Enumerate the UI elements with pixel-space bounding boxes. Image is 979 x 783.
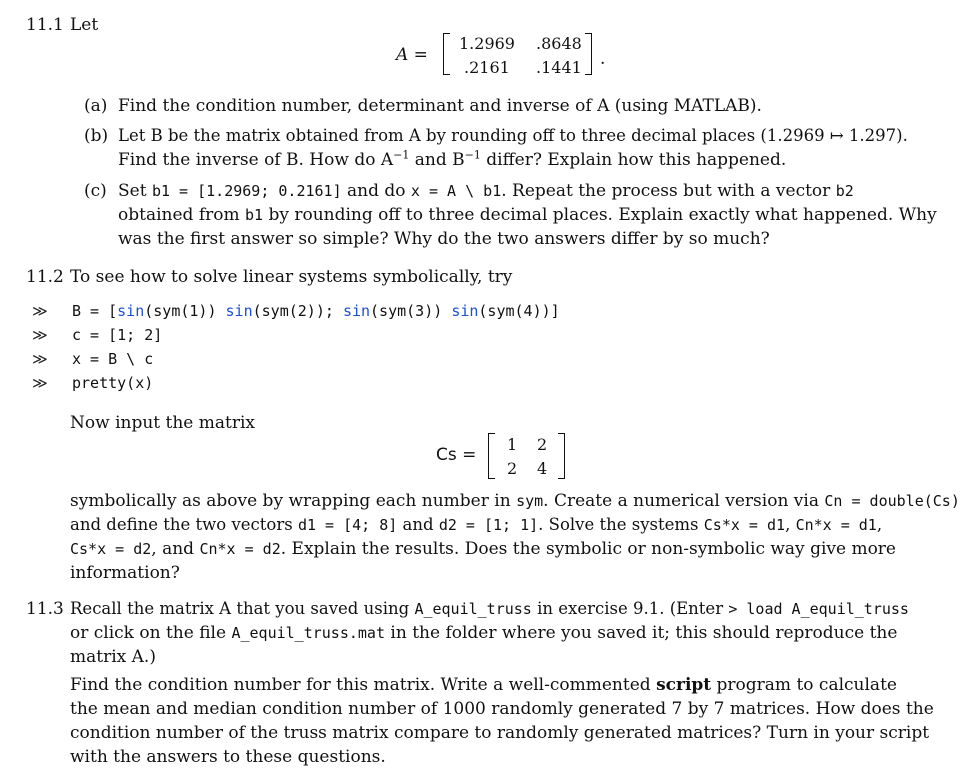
- matrix-a-left-bracket: [443, 33, 450, 75]
- part-c-text: . Repeat the process but with a vector: [501, 181, 831, 201]
- matrix-cs-cell: 2: [537, 435, 548, 454]
- para-text: , and: [151, 539, 195, 559]
- para-text: . Create a numerical version via: [543, 491, 819, 511]
- exercise-11-2-intro: To see how to solve linear systems symbolically, try: [70, 267, 513, 287]
- code-b2: b2: [835, 182, 854, 200]
- ex11-3-para2-line-1: [70, 673, 897, 697]
- para-text: . Explain the results. Does the symbolic or non-symbolic way give more: [280, 539, 896, 559]
- prompt-symbol: ≫: [32, 350, 48, 368]
- part-b-text: Find the inverse of B. How do A: [118, 150, 394, 170]
- matrix-a-cell: .8648: [536, 34, 582, 53]
- ex11-3-line-1: [70, 597, 909, 621]
- code-sym: sym: [516, 492, 544, 510]
- matrix-a-label: A =: [396, 45, 428, 65]
- para-text: and define the two vectors: [70, 515, 293, 534]
- part-c-text: by rounding off to three decimal places. Explain exactly what happened. Why: [268, 205, 937, 225]
- part-b-label: (b): [84, 126, 109, 146]
- matrix-a-period: .: [600, 49, 606, 69]
- code-system: Cs*x = d1: [703, 516, 786, 534]
- code-line-3: x = B \ c: [72, 350, 154, 368]
- para-text: Find the condition number for this matrix. Write a well-commented: [70, 675, 651, 695]
- code-file: A_equil_truss.mat: [231, 624, 385, 642]
- code-system: Cn*x = d2: [199, 540, 281, 558]
- code-keyword: sin: [117, 302, 145, 320]
- now-input-text: Now input the matrix: [70, 413, 255, 433]
- ex11-3-para2-line-2: the mean and median condition number of 1000 randomly generated 7 by 7 matrices. How does the: [70, 699, 934, 719]
- superscript: −1: [393, 148, 410, 162]
- bold-script: script: [656, 675, 712, 695]
- code-text: (sym(3)): [370, 302, 452, 320]
- prompt-symbol: ≫: [32, 326, 48, 344]
- matrix-a-cell: 1.2969: [459, 34, 515, 53]
- code-text: B = [: [72, 302, 118, 320]
- part-a-label: (a): [84, 96, 108, 116]
- para-text: and: [402, 515, 434, 534]
- exercise-number-11-1: 11.1: [26, 15, 64, 35]
- code-system: Cs*x = d2: [70, 540, 152, 558]
- matrix-a-right-bracket: [585, 33, 592, 75]
- matrix-a-cell: .1441: [536, 58, 582, 77]
- para-text: or click on the file: [70, 623, 227, 643]
- prompt-symbol: ≫: [32, 374, 48, 392]
- matrix-cs-cell: 1: [507, 435, 518, 454]
- ex11-3-line-2: [70, 621, 897, 645]
- matrix-cs-right-bracket: [558, 433, 565, 479]
- part-a-text: Find the condition number, determinant and inverse of A (using MATLAB).: [118, 96, 762, 116]
- part-c-line-3: was the first answer so simple? Why do the two answers differ by so much?: [118, 229, 770, 249]
- para-text: symbolically as above by wrapping each number in: [70, 491, 511, 511]
- code-solve: x = A \ b1: [410, 182, 502, 200]
- part-c-line-1: [118, 179, 854, 203]
- ex11-2-para-line-1: [70, 489, 960, 513]
- para-text: Recall the matrix A that you saved using: [70, 599, 410, 618]
- code-system: Cn*x = d1: [795, 516, 877, 534]
- matrix-a-cell: .2161: [464, 58, 510, 77]
- part-b-line-2: [118, 148, 786, 172]
- superscript: −1: [464, 148, 481, 162]
- para-text: in exercise 9.1. (Enter: [537, 599, 724, 618]
- code-cn: Cn = double(Cs): [824, 492, 960, 510]
- part-b-line-1: Let B be the matrix obtained from A by rounding off to three decimal places (1.2969 ↦ 1.297).: [118, 126, 908, 145]
- exercise-11-1-lead: Let: [70, 15, 99, 35]
- matrix-cs-left-bracket: [488, 433, 495, 479]
- ex11-2-para-line-3: [70, 537, 896, 561]
- exercise-number-11-3: 11.3: [26, 599, 64, 619]
- code-line-2: c = [1; 2]: [72, 326, 163, 344]
- code-load: > load A_equil_truss: [728, 600, 909, 618]
- code-b1: b1: [245, 206, 264, 224]
- code-text: (sym(2));: [252, 302, 343, 320]
- code-text: (sym(1)): [144, 302, 226, 320]
- part-c-line-2: [118, 203, 937, 227]
- matrix-cs-cell: 2: [507, 459, 518, 478]
- prompt-symbol: ≫: [32, 302, 48, 320]
- part-c-label: (c): [84, 181, 107, 201]
- para-text: program to calculate: [716, 675, 897, 695]
- code-truss: A_equil_truss: [414, 600, 532, 618]
- code-line-4: pretty(x): [72, 374, 154, 392]
- part-b-text: and B: [409, 150, 465, 170]
- part-c-text: obtained from: [118, 205, 240, 225]
- para-text: ,: [785, 515, 791, 534]
- ex11-3-line-3: matrix A.): [70, 647, 156, 667]
- ex11-2-para-line-4: information?: [70, 563, 180, 583]
- para-text: ,: [876, 515, 883, 534]
- matrix-cs-label: Cs =: [436, 445, 477, 465]
- para-text: in the folder where you saved it; this should reproduce the: [390, 623, 898, 643]
- exercise-number-11-2: 11.2: [26, 267, 64, 287]
- part-b-text: differ? Explain how this happened.: [480, 150, 787, 170]
- code-keyword: sin: [225, 302, 253, 320]
- part-c-text: Set: [118, 181, 147, 201]
- code-line-1: [72, 299, 560, 323]
- ex11-3-para2-line-3: condition number of the truss matrix compare to randomly generated matrices? Turn in your script: [70, 723, 930, 743]
- code-keyword: sin: [451, 302, 479, 320]
- code-b1: b1 = [1.2969; 0.2161]: [151, 182, 342, 200]
- part-c-text: and do: [347, 181, 406, 201]
- code-d2: d2 = [1; 1]: [438, 516, 539, 534]
- code-text: (sym(4))]: [478, 302, 560, 320]
- code-keyword: sin: [342, 302, 371, 320]
- matrix-cs-cell: 4: [537, 459, 548, 478]
- code-d1: d1 = [4; 8]: [297, 516, 398, 534]
- ex11-2-para-line-2: [70, 513, 882, 537]
- ex11-3-para2-line-4: with the answers to these questions.: [70, 747, 386, 767]
- para-text: . Solve the systems: [538, 515, 699, 534]
